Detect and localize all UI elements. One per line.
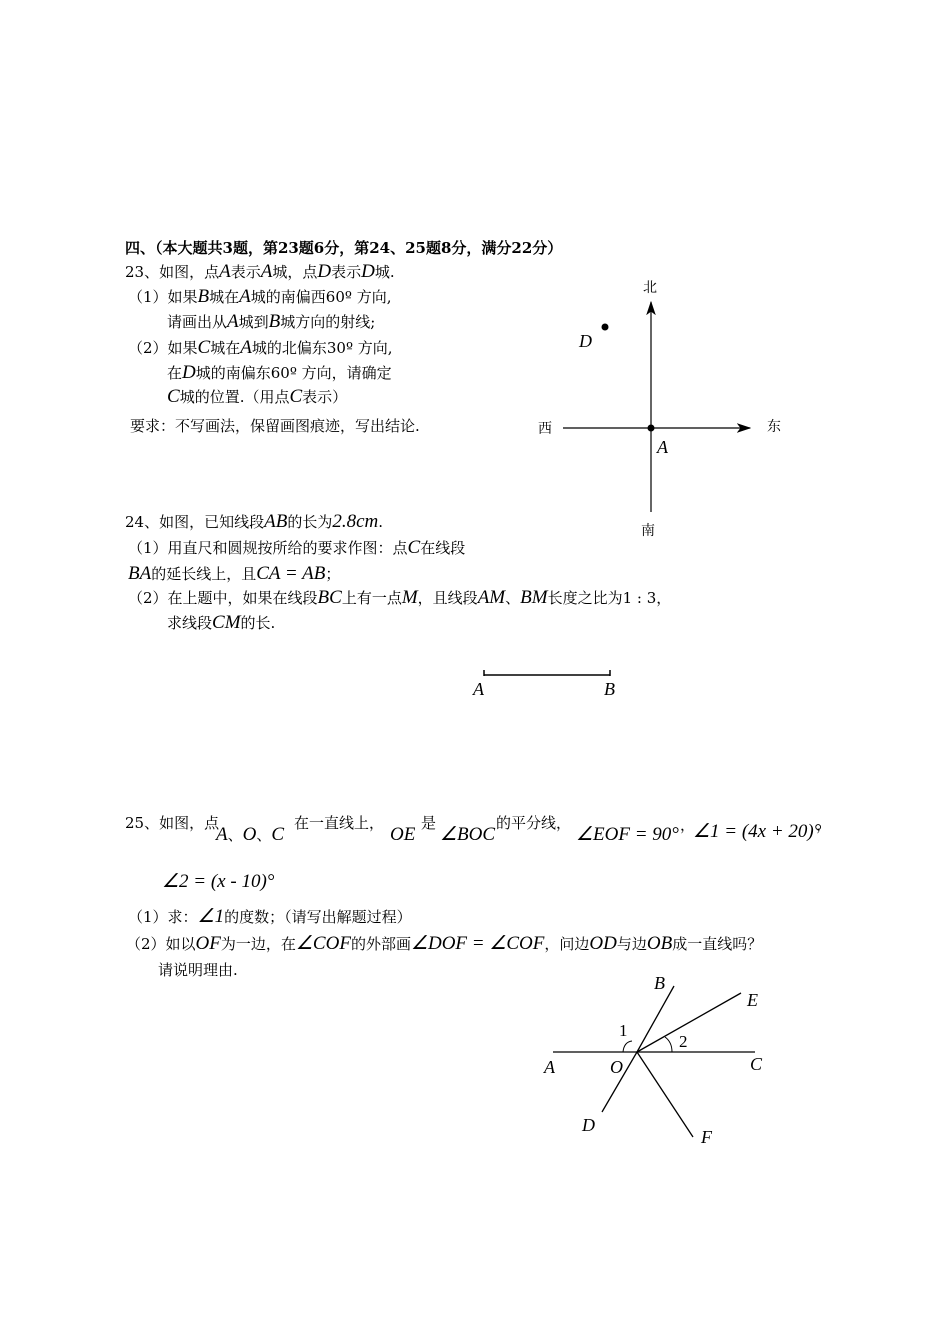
- fig-label-e: E: [747, 990, 758, 1010]
- north-label: 北: [643, 280, 657, 296]
- angle1-arc: [623, 1041, 632, 1052]
- q23-part2-line1: （2）如果C城在A城的北偏东30º 方向,: [128, 337, 393, 358]
- q25-bisector: 的平分线，: [496, 814, 572, 832]
- ray-oe: [637, 993, 741, 1052]
- q25-sep-1: ，: [680, 816, 696, 834]
- fig-label-o: O: [610, 1057, 623, 1077]
- fig-label-b: B: [654, 973, 665, 993]
- fig-label-a: A: [544, 1057, 555, 1077]
- q25-eof: ∠EOF = 90°: [576, 824, 679, 845]
- west-label: 西: [538, 421, 552, 437]
- q24-part2-line1: （2）在上题中，如果在线段BC上有一点M，且线段AM、BM长度之比为1 : 3，: [128, 587, 672, 608]
- east-label: 东: [767, 419, 781, 435]
- angle2-label: 2: [679, 1032, 688, 1051]
- segment-label-b: B: [604, 679, 615, 699]
- q24-part2-line2: 求线段CM的长.: [167, 612, 276, 633]
- q25-boc: ∠BOC: [440, 824, 496, 845]
- segment-label-a: A: [473, 679, 484, 699]
- label-a: A: [657, 437, 668, 457]
- q25-oe: OE: [390, 824, 416, 845]
- q23-part2-line3: C城的位置.（用点C表示）: [167, 386, 348, 407]
- q24-part1-line2: BA的延长线上，且CA = AB；: [128, 563, 341, 584]
- q23-part1-line2: 请画出从A城到B城方向的射线;: [167, 311, 376, 332]
- q25-stem-mid: 在一直线上，: [294, 814, 385, 832]
- q23-part2-line2: 在D城的南偏东60º 方向，请确定: [167, 362, 392, 383]
- q25-is: 是: [421, 814, 437, 832]
- fig-label-f: F: [701, 1127, 712, 1147]
- fig-label-c: C: [750, 1054, 763, 1074]
- angle2-arc: [665, 1037, 672, 1052]
- q25-sep-2: ，: [816, 816, 832, 834]
- q25-stem-prefix: 25、如图，点: [125, 814, 220, 832]
- angle1-label: 1: [619, 1021, 628, 1040]
- q25-angle1: ∠1 = (4x + 20)°: [693, 821, 822, 842]
- q24-stem: 24、如图，已知线段AB的长为2.8cm.: [125, 511, 384, 532]
- q25-part2-line2: 请说明理由.: [158, 961, 238, 979]
- q25-points: A、O、C: [216, 824, 285, 845]
- q25-angle2: ∠2 = (x - 10)°: [162, 871, 275, 892]
- q23-requirement: 要求：不写画法，保留画图痕迹，写出结论.: [130, 417, 420, 435]
- q23-stem: 23、如图，点A表示A城，点D表示D城.: [125, 261, 395, 282]
- ray-of: [637, 1052, 693, 1137]
- south-label: 南: [641, 523, 655, 539]
- section-header: 四、（本大题共3题，第23题6分，第24、25题8分，满分22分）: [125, 239, 563, 257]
- q25-part1: （1）求：∠1的度数；（请写出解题过程）: [128, 906, 412, 927]
- q23-part1-line1: （1）如果B城在A城的南偏西60º 方向,: [128, 286, 392, 307]
- fig-label-d: D: [582, 1115, 595, 1135]
- q24-part1-line1: （1）用直尺和圆规按所给的要求作图：点C在线段: [128, 537, 466, 558]
- label-d: D: [579, 331, 592, 351]
- q25-part2-line1: （2）如以OF为一边，在∠COF的外部画∠DOF = ∠COF，问边OD与边OB成一直线吗？: [126, 933, 763, 954]
